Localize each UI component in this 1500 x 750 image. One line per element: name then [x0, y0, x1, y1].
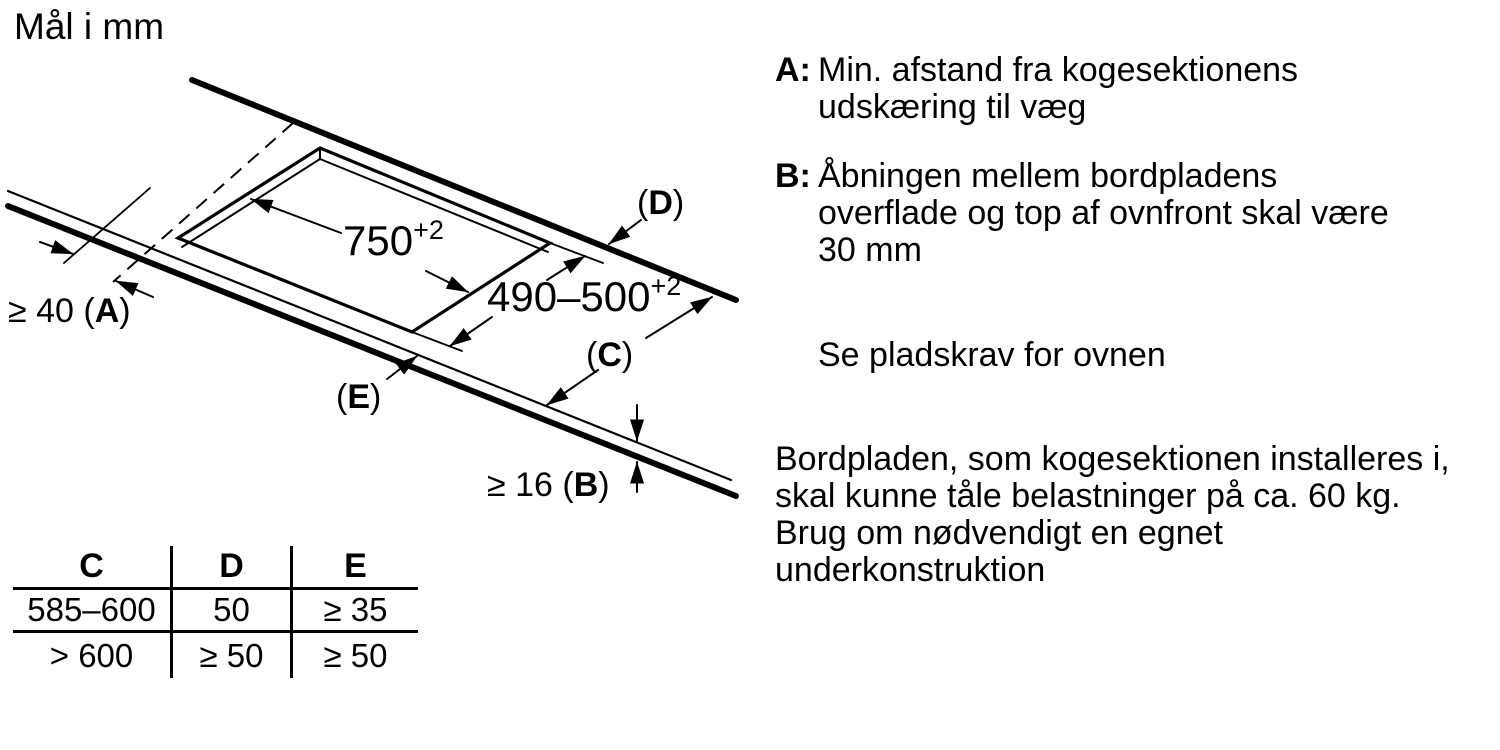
note-a-line: udskæring til væg: [818, 88, 1087, 126]
table-header-e: E: [344, 547, 367, 585]
dim-width-arrow-lower: [450, 317, 492, 346]
note-see-oven-requirements: Se pladskrav for ovnen: [818, 336, 1166, 374]
note-item-b: [775, 158, 1389, 269]
load-note-line: underkonstruktion: [775, 551, 1046, 589]
table-row: [13, 633, 418, 678]
table-header-row: [13, 546, 418, 590]
units-label: Mål i mm: [14, 6, 165, 47]
dim-thickness-label: ≥ 16 (B): [487, 466, 610, 504]
note-b-text: [818, 158, 1389, 269]
ref-c-arrow-upper: [646, 297, 712, 338]
dim-length-arrow-upper: [251, 199, 341, 233]
table-header-c: C: [79, 547, 104, 585]
dim-a-extension-line: [64, 188, 150, 263]
dim-wall-label: ≥ 40 (A): [8, 292, 131, 330]
table-row: [13, 590, 418, 633]
table-cell: > 600: [49, 636, 134, 674]
dim-width-extension-bottom: [412, 332, 462, 351]
dim-a-arrow-left: [40, 242, 73, 254]
note-b-line: overflade og top af ovnfront skal være: [818, 194, 1389, 232]
table-cell: ≥ 35: [323, 591, 388, 628]
table-cell: 50: [170, 590, 293, 630]
dim-length-label: $750^{+2}$: [343, 215, 444, 264]
load-note-line: skal kunne tåle belastninger på ca. 60 kg.: [775, 477, 1401, 515]
load-note-line: Brug om nødvendigt en egnet: [775, 514, 1223, 552]
note-b-line: 30 mm: [818, 231, 922, 269]
ref-d-arrow: [609, 220, 641, 244]
ref-c-arrow-lower: [547, 370, 598, 405]
ref-d-label: (D): [637, 184, 685, 222]
load-note-line: Bordpladen, som kogesektionen installeres i,: [775, 440, 1450, 478]
note-a-line: Min. afstand fra kogesektionens: [818, 51, 1299, 89]
table-cell: ≥ 50: [170, 633, 293, 678]
note-b-label: B:: [775, 157, 811, 195]
note-a-label: A:: [775, 51, 811, 89]
note-load-capacity: [775, 441, 1450, 589]
installation-diagram: [0, 0, 760, 530]
dim-width-label: $490-500^{+2}$: [487, 271, 682, 320]
table-cell: 585–600: [27, 591, 156, 628]
dimension-table: [13, 546, 418, 678]
ref-c-label: (C): [586, 336, 634, 374]
note-a-text: [818, 52, 1298, 126]
dim-length-arrow-lower: [426, 271, 468, 292]
table-header-d: D: [170, 546, 293, 587]
table-cell: ≥ 50: [323, 636, 388, 674]
note-b-line: Åbningen mellem bordpladens: [818, 157, 1278, 195]
ref-e-label: (E): [336, 378, 382, 416]
note-item-a: [775, 52, 1298, 126]
